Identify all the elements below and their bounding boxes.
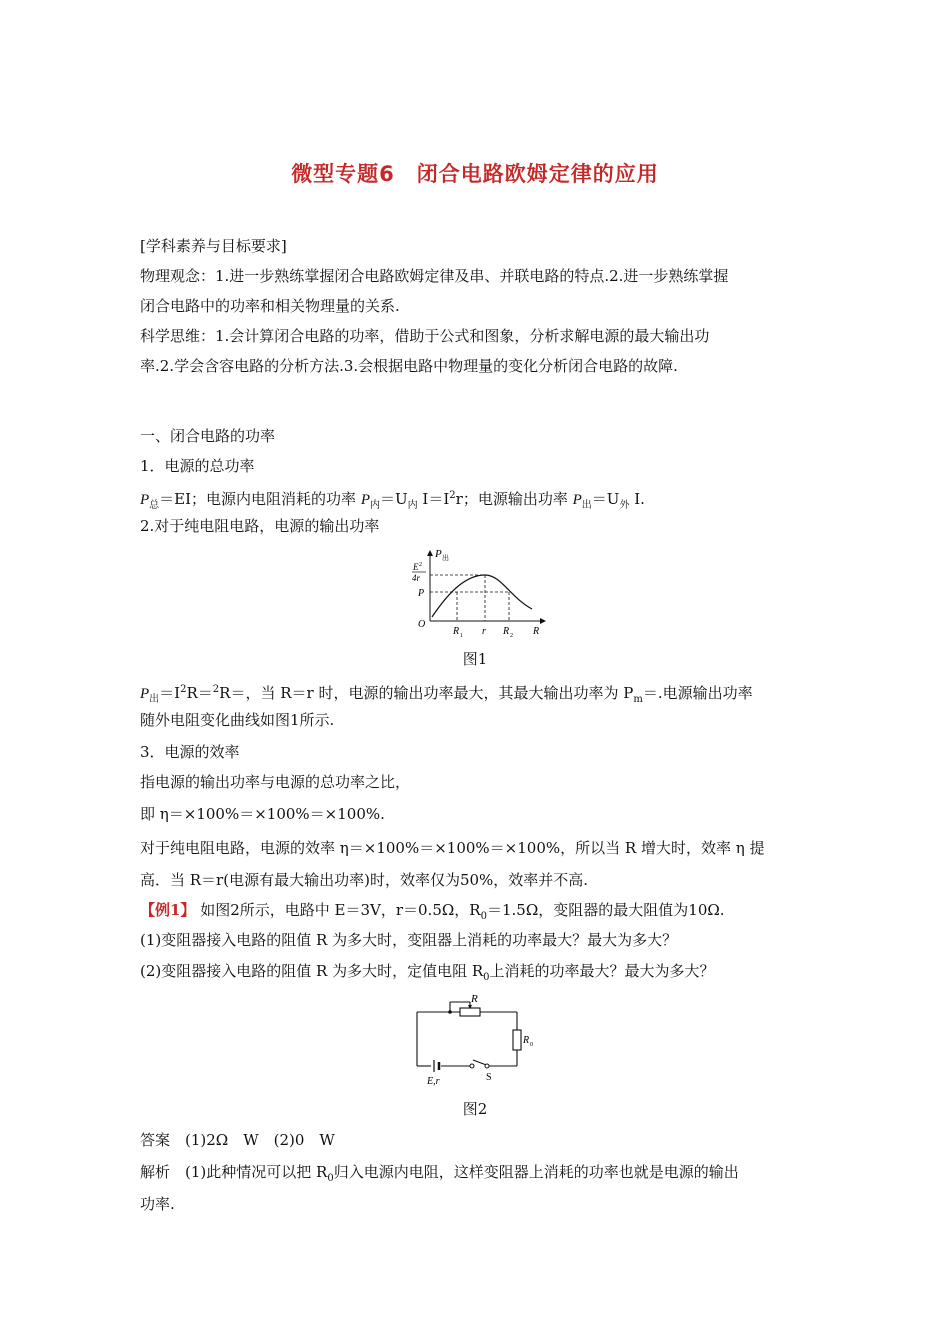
requirements-line-4: 率.2.学会含容电路的分析方法.3.会根据电路中物理量的变化分析闭合电路的故障. xyxy=(140,357,678,375)
item-3-heading: 3．电源的效率 xyxy=(140,743,240,761)
output-power-formula-cont: 随外电阻变化曲线如图1所示. xyxy=(140,711,335,729)
requirements-line-3: 科学思维：1.会计算闭合电路的功率，借助于公式和图象，分析求解电源的最大输出功 xyxy=(140,327,710,345)
item-2-heading: 2.对于纯电阻电路，电源的输出功率 xyxy=(140,517,380,535)
fig1-r2-sub: 2 xyxy=(510,633,513,639)
answer-line: 答案 (1)2Ω W (2)0 W xyxy=(140,1131,335,1149)
figure-2-caption: 图2 xyxy=(462,1100,488,1118)
fig1-r2: R xyxy=(503,626,510,637)
example-1-statement: 【例1】 如图2所示，电路中 E＝3V，r＝0.5Ω，$R_0=1.5\Omega$，变阻器的最大阻值为10Ω. xyxy=(140,901,725,922)
efficiency-line-4: 高．当 R＝r(电源有最大输出功率)时，效率仅为50%，效率并不高. xyxy=(140,871,589,889)
figure-1-caption: 图1 xyxy=(462,650,488,668)
fig1-e2-sup: 2 xyxy=(419,562,422,568)
fig1-origin: O xyxy=(418,619,426,630)
output-power-formula: $P_出=I^2R=^2R=$，当 R＝r 时，电源的输出功率最大，其最大输出功率为 $P_m=$.电源输出功率 xyxy=(140,684,753,705)
fig1-r1: R xyxy=(453,626,460,637)
fig1-four-r: 4r xyxy=(412,573,421,583)
example-1-question-1: (1)变阻器接入电路的阻值 R 为多大时，变阻器上消耗的功率最大？最大为多大？ xyxy=(140,931,678,949)
fig1-r1-sub: 1 xyxy=(460,633,463,639)
figure-1-power-curve xyxy=(405,545,555,640)
fig1-y-label: P xyxy=(435,548,442,560)
efficiency-line-3: 对于纯电阻电路，电源的效率 η＝×100%＝×100%＝×100%，所以当 R 增大时，效率 η 提 xyxy=(140,839,765,857)
formula-total-power: $P_总=EI$；电源内电阻消耗的功率 $P_内=U_内$ $I=I^2r$；电源输出功率 $P_出=U_外$ I. xyxy=(140,490,645,511)
fig1-e2: E xyxy=(413,562,419,572)
fig2-r-label: R xyxy=(471,993,478,1005)
analysis-line-2: 功率. xyxy=(140,1195,175,1213)
analysis-line-1: 解析 (1)此种情况可以把 $R_0$归入电源内电阻，这样变阻器上消耗的功率也就是电源的输出 xyxy=(140,1163,739,1184)
fig1-y-sub: 出 xyxy=(442,554,449,562)
requirements-line-2: 闭合电路中的功率和相关物理量的关系. xyxy=(140,297,400,315)
requirements-line-1: 物理观念：1.进一步熟练掌握闭合电路欧姆定律及串、并联电路的特点.2.进一步熟练掌握 xyxy=(140,267,729,285)
fig2-switch-label: S xyxy=(486,1072,492,1083)
requirements-header: [学科素养与目标要求] xyxy=(140,237,287,255)
figure-2-circuit xyxy=(405,990,555,1090)
efficiency-line-1: 指电源的输出功率与电源的总功率之比， xyxy=(140,773,411,791)
item-1-heading: 1．电源的总功率 xyxy=(140,457,255,475)
fig2-r0-sub: 0 xyxy=(530,1042,533,1048)
efficiency-line-2: 即 η＝×100%＝×100%＝×100%. xyxy=(140,805,385,823)
fig2-source-label: E,r xyxy=(427,1076,440,1087)
fig1-r: r xyxy=(482,626,486,637)
fig1-axis-r: R xyxy=(533,626,540,637)
example-1-question-2: (2)变阻器接入电路的阻值 R 为多大时，定值电阻 $R_0$上消耗的功率最大？最大为多大？ xyxy=(140,962,715,983)
section-heading: 一、闭合电路的功率 xyxy=(140,427,276,445)
fig2-r0-label: R xyxy=(523,1035,530,1046)
fig1-p-label: P xyxy=(418,588,425,599)
page-title: 微型专题6 闭合电路欧姆定律的应用 xyxy=(291,162,659,186)
